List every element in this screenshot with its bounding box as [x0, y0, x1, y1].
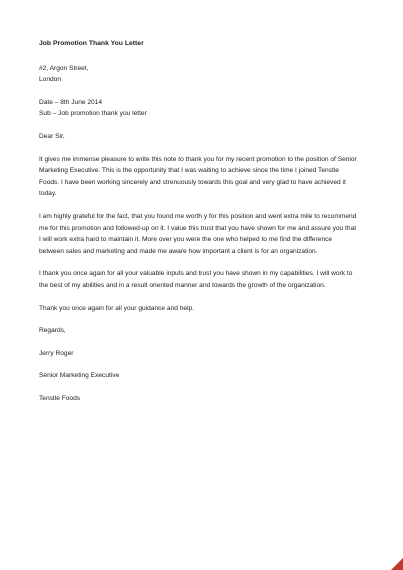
- paragraph-1: [39, 154, 369, 200]
- salutation: Dear Sir,: [39, 132, 65, 140]
- paragraph-2-line: I will work extra hard to maintain it. More over you were the one who helped to me find the difference: [39, 236, 333, 244]
- signature-title: Senior Marketing Executive: [39, 372, 120, 380]
- letter-title: Job Promotion Thank You Letter: [39, 40, 144, 47]
- page-corner-mark: [391, 558, 403, 570]
- closing: Regards,: [39, 327, 66, 335]
- paragraph-3-line: I thank you once again for all your valuable inputs and trust you have shown in my capabilities. I will work to: [39, 270, 353, 278]
- paragraph-2-line: I am highly grateful for the fact, that you found me worth y for this position and went extra mile to recommend: [39, 212, 357, 220]
- paragraph-1-line: Marketing Executive. This is the opportunity that I was waiting to achieve since the time I joined Tenstle: [39, 167, 339, 175]
- paragraph-3-line: the best of my abilities and in a result oriented manner and towards the growth of the organization.: [39, 281, 326, 289]
- paragraph-1-line: It gives me immense pleasure to write this note to thank you for my recent promotion to the position of Senior: [39, 155, 357, 163]
- paragraph-2-line: between sales and marketing and made me aware how important a client is for an organization.: [39, 247, 318, 255]
- paragraph-1-line: today.: [39, 190, 57, 198]
- paragraph-4: Thank you once again for all your guidance and help.: [39, 304, 195, 312]
- paragraph-2: [39, 211, 369, 257]
- letter-body: [39, 38, 369, 415]
- address-line-2: London: [39, 76, 62, 84]
- paragraph-2-line: me for this promotion and followed-up on it. I value this trust that you have shown for me and assure you that: [39, 224, 357, 232]
- signature-company: Tenstle Foods: [39, 394, 81, 402]
- date-subject-block: [39, 97, 369, 120]
- paragraph-1-line: Foods. I have been working sincerely and strenuously towards this goal and very glad to have achieved it: [39, 178, 346, 186]
- paragraph-3: [39, 268, 369, 291]
- signature-name: Jerry Roger: [39, 349, 74, 357]
- letter-subject: Sub – Job promotion thank you letter: [39, 110, 147, 118]
- address-line-1: #2, Argon Street,: [39, 64, 89, 72]
- sender-address: [39, 63, 369, 86]
- letter-date: Date – 8th June 2014: [39, 98, 103, 106]
